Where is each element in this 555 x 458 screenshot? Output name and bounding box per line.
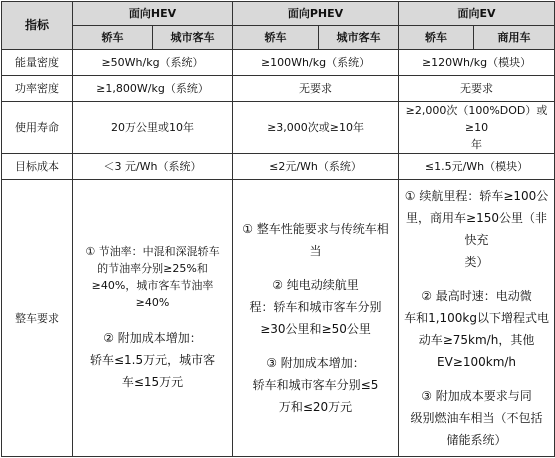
header-row-2 xyxy=(2,26,555,50)
label-power-density: 功率密度 xyxy=(2,76,73,102)
cost-hev: ＜3 元/Wh（系统） xyxy=(73,154,233,180)
header-hev-car: 轿车 xyxy=(73,26,153,50)
life-ev-line1: ≥2,000次（100%DOD）或≥10 xyxy=(405,104,548,134)
vehicle-ev xyxy=(399,180,555,457)
vehicle-ev-p1-line3: 类） xyxy=(464,255,489,269)
header-row-1 xyxy=(2,2,555,26)
header-ev-car: 轿车 xyxy=(399,26,474,50)
vehicle-hev-p1-line2: 的节油率分别≥25%和 xyxy=(97,262,208,275)
header-phev-car: 轿车 xyxy=(233,26,319,50)
vehicle-ev-p1-line2: 里，商用车≥150公里（非快充 xyxy=(406,211,548,247)
label-cost: 目标成本 xyxy=(2,154,73,180)
vehicle-ev-p3-line1: ③ 附加成本要求与同 xyxy=(421,389,532,403)
vehicle-phev-p3-line1: ③ 附加成本增加： xyxy=(266,356,365,370)
vehicle-phev-p2-line2: 程：轿车和城市客车分别 xyxy=(249,300,382,314)
row-vehicle xyxy=(2,180,555,457)
life-phev: ≥3,000次或≥10年 xyxy=(233,102,399,154)
label-vehicle: 整车要求 xyxy=(2,180,73,457)
header-metric: 指标 xyxy=(2,2,73,50)
energy-density-hev: ≥50Wh/kg（系统） xyxy=(73,50,233,76)
vehicle-ev-p1-line1: ① 续航里程：轿车≥100公 xyxy=(404,189,549,203)
row-life xyxy=(2,102,555,154)
header-phev: 面向PHEV xyxy=(233,2,399,26)
vehicle-hev-p2-line2: 轿车≤1.5万元，城市客 xyxy=(89,353,216,367)
power-density-hev: ≥1,800W/kg（系统） xyxy=(73,76,233,102)
energy-density-phev: ≥100Wh/kg（系统） xyxy=(233,50,399,76)
row-power-density xyxy=(2,76,555,102)
vehicle-hev-p2-line3: 车≤15万元 xyxy=(121,375,184,389)
vehicle-hev xyxy=(73,180,233,457)
vehicle-hev-p2-line1: ② 附加成本增加： xyxy=(103,331,202,345)
energy-density-ev: ≥120Wh/kg（模块） xyxy=(399,50,555,76)
vehicle-hev-p1-line1: ① 节油率：中混和深混轿车 xyxy=(85,245,220,258)
life-ev xyxy=(399,102,555,154)
row-energy-density xyxy=(2,50,555,76)
life-hev: 20万公里或10年 xyxy=(73,102,233,154)
vehicle-ev-p2-line4: EV≥100km/h xyxy=(437,355,517,369)
vehicle-phev xyxy=(233,180,399,457)
header-hev-bus: 城市客车 xyxy=(153,26,233,50)
power-density-ev: 无要求 xyxy=(399,76,555,102)
header-hev: 面向HEV xyxy=(73,2,233,26)
cost-ev: ≤1.5元/Wh（模块） xyxy=(399,154,555,180)
header-phev-bus: 城市客车 xyxy=(319,26,399,50)
vehicle-ev-p2-line1: ② 最高时速：电动微 xyxy=(421,289,532,303)
label-energy-density: 能量密度 xyxy=(2,50,73,76)
vehicle-phev-p1-line1: ① 整车性能要求与传统车相 xyxy=(242,222,389,236)
row-cost xyxy=(2,154,555,180)
vehicle-hev-p1-line4: ≥40% xyxy=(135,296,170,309)
vehicle-ev-p3-line2: 级别燃油车相当（不包括 xyxy=(410,411,543,425)
vehicle-phev-p3-line3: 万和≤20万元 xyxy=(278,400,353,414)
header-ev: 面向EV xyxy=(399,2,555,26)
vehicle-ev-p2-line2: 车和1,100kg以下增程式电 xyxy=(404,311,549,325)
vehicle-ev-p2-line3: 动车≥75km/h，其他 xyxy=(418,333,535,347)
vehicle-phev-p2-line1: ② 纯电动续航里 xyxy=(272,278,359,292)
power-density-phev: 无要求 xyxy=(233,76,399,102)
vehicle-phev-p1-line2: 当 xyxy=(309,244,322,258)
vehicle-phev-p2-line3: ≥30公里和≥50公里 xyxy=(260,322,371,336)
vehicle-phev-p3-line2: 轿车和城市客车分别≤5 xyxy=(252,378,379,392)
cost-phev: ≤2元/Wh（系统） xyxy=(233,154,399,180)
vehicle-hev-p1-line3: ≥40%，城市客车节油率 xyxy=(91,279,214,292)
battery-target-table xyxy=(1,1,555,457)
header-ev-commercial: 商用车 xyxy=(474,26,555,50)
life-ev-line2: 年 xyxy=(471,138,483,151)
vehicle-ev-p3-line3: 储能系统） xyxy=(446,433,507,447)
label-life: 使用寿命 xyxy=(2,102,73,154)
